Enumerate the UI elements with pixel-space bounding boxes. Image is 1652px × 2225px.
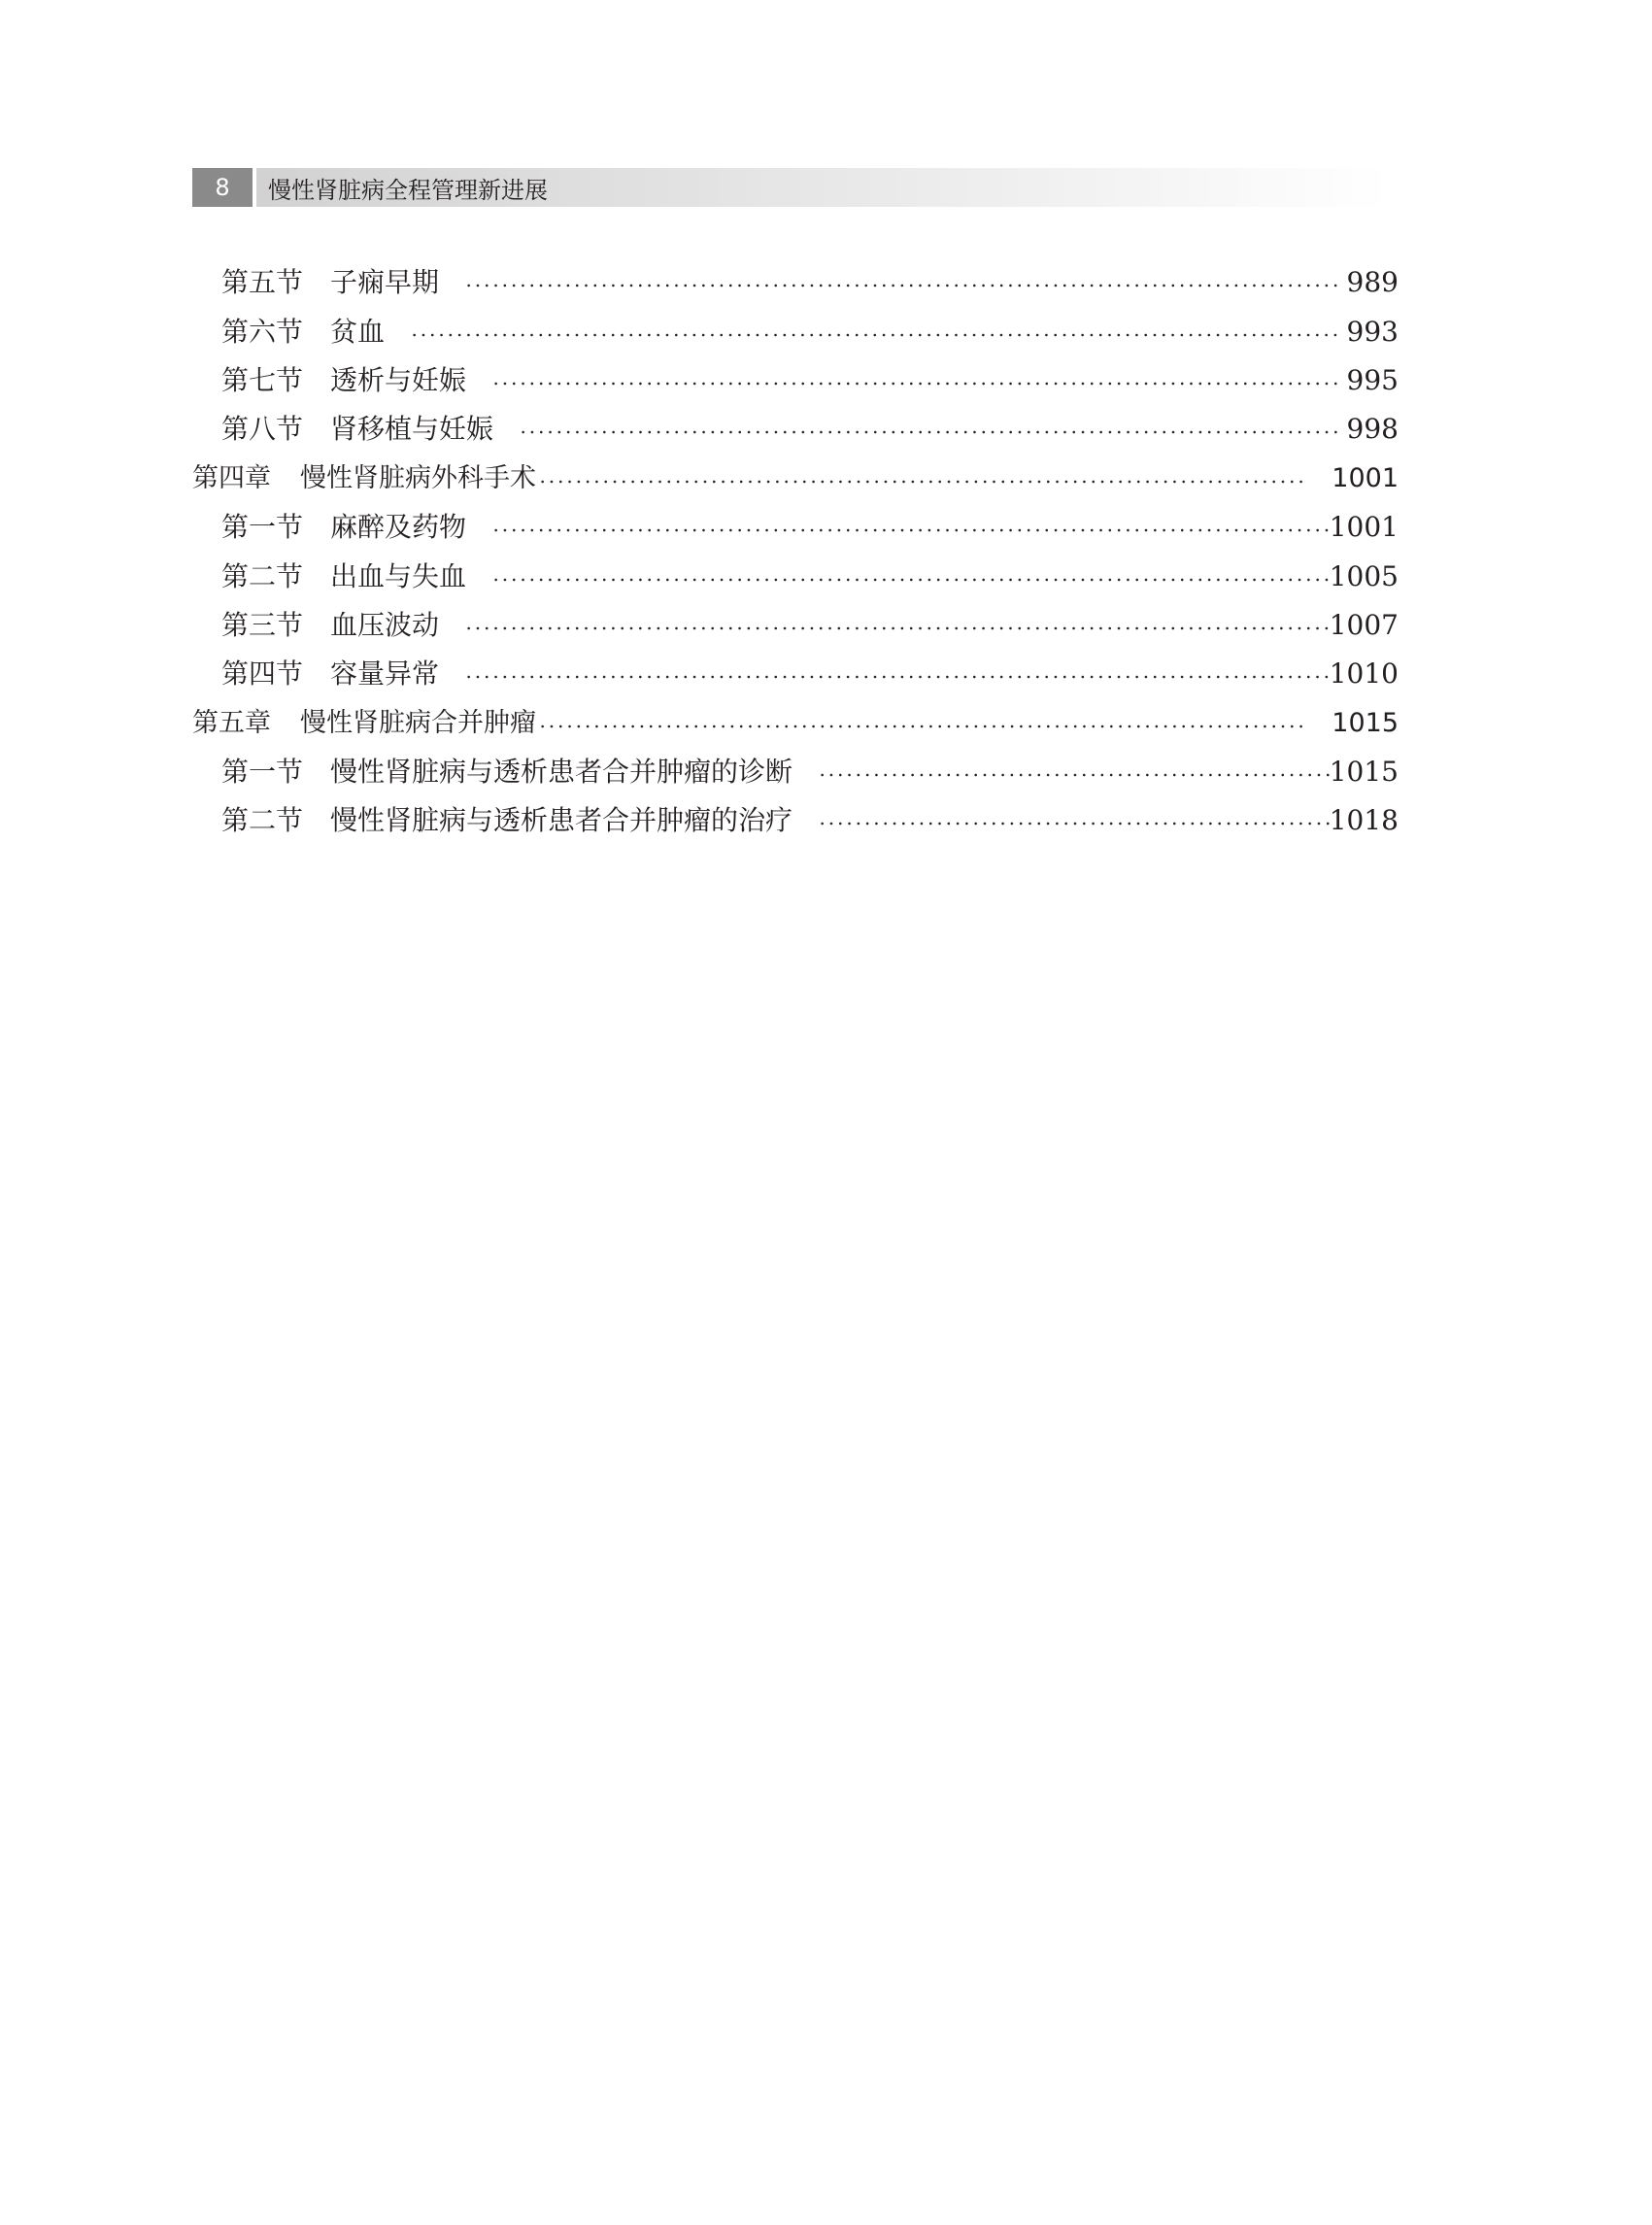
toc-entry-page: 1001 (1329, 511, 1399, 544)
chapter-title: 慢性肾脏病合并肿瘤 (300, 708, 536, 739)
table-of-contents (192, 258, 1399, 846)
toc-entry-title: 肾移植与妊娠 (330, 413, 494, 446)
page-number: 8 (192, 168, 253, 207)
toc-entry[interactable] (192, 503, 1399, 552)
toc-entry-number: 第七节 (221, 363, 304, 396)
toc-entry-number: 第四节 (221, 657, 304, 691)
toc-entry[interactable] (192, 258, 1399, 307)
toc-entry-title: 慢性肾脏病与透析患者合并肿瘤的治疗 (330, 804, 793, 837)
toc-entry[interactable] (192, 601, 1399, 650)
toc-entry-number: 第五节 (221, 266, 304, 299)
dot-leader (410, 333, 1341, 337)
toc-entry-page: 995 (1346, 363, 1399, 396)
toc-entry-number: 第三节 (221, 608, 304, 641)
toc-entry-page: 989 (1346, 266, 1399, 299)
toc-entry-page: 998 (1346, 413, 1399, 446)
running-header (192, 168, 1389, 207)
toc-entry[interactable] (192, 356, 1399, 405)
dot-leader (491, 578, 1330, 582)
toc-chapter[interactable] (192, 455, 1399, 503)
chapter-page: 1001 (1332, 463, 1399, 494)
toc-entry[interactable] (192, 552, 1399, 600)
toc-entry-title: 出血与失血 (330, 559, 467, 592)
dot-leader (538, 480, 1308, 484)
book-title: 慢性肾脏病全程管理新进展 (256, 168, 1389, 207)
toc-entry-page: 1007 (1329, 608, 1399, 641)
toc-entry[interactable] (192, 405, 1399, 454)
toc-entry-number: 第二节 (221, 804, 304, 837)
toc-entry-title: 透析与妊娠 (330, 363, 467, 396)
toc-entry-title: 慢性肾脏病与透析患者合并肿瘤的诊断 (330, 756, 793, 789)
toc-entry-number: 第二节 (221, 559, 304, 592)
toc-entry-title: 贫血 (330, 315, 386, 348)
toc-entry-number: 第一节 (221, 756, 304, 789)
toc-entry-page: 1015 (1329, 756, 1399, 789)
dot-leader (818, 773, 1330, 777)
toc-entry[interactable] (192, 650, 1399, 698)
dot-leader (519, 430, 1341, 434)
dot-leader (464, 675, 1330, 679)
toc-entry-page: 1018 (1329, 804, 1399, 837)
toc-entry[interactable] (192, 748, 1399, 796)
toc-entry-number: 第八节 (221, 413, 304, 446)
toc-entry-page: 1005 (1329, 559, 1399, 592)
chapter-number: 第四章 (192, 463, 271, 494)
toc-entry-number: 第六节 (221, 315, 304, 348)
dot-leader (538, 725, 1308, 728)
dot-leader (464, 626, 1330, 630)
toc-chapter[interactable] (192, 699, 1399, 748)
dot-leader (491, 528, 1330, 532)
dot-leader (464, 284, 1341, 287)
chapter-title: 慢性肾脏病外科手术 (300, 463, 536, 494)
toc-entry[interactable] (192, 307, 1399, 355)
toc-entry-title: 子痫早期 (330, 266, 440, 299)
toc-entry-number: 第一节 (221, 511, 304, 544)
toc-entry-title: 容量异常 (330, 657, 440, 691)
chapter-number: 第五章 (192, 708, 271, 739)
toc-entry[interactable] (192, 796, 1399, 845)
toc-entry-title: 血压波动 (330, 608, 440, 641)
toc-entry-page: 1010 (1329, 657, 1399, 691)
dot-leader (818, 822, 1330, 826)
toc-entry-page: 993 (1346, 315, 1399, 348)
chapter-page: 1015 (1332, 708, 1399, 739)
toc-entry-title: 麻醉及药物 (330, 511, 467, 544)
dot-leader (491, 382, 1341, 386)
